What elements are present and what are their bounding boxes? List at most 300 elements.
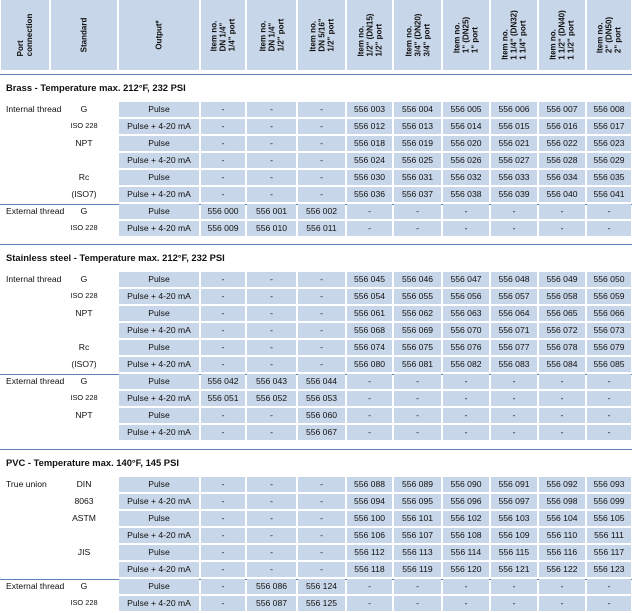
output-cell: Pulse + 4-20 mA — [119, 528, 199, 543]
item-number-cell: - — [247, 562, 296, 577]
port-connection-label: Internal thread — [6, 274, 62, 284]
item-number-cell: 556 026 — [443, 153, 489, 168]
item-number-cell: - — [539, 221, 585, 236]
standard-label: (ISO7) — [71, 359, 97, 369]
item-number-cell: - — [201, 511, 245, 526]
item-number-cell: 556 005 — [443, 102, 489, 117]
item-number-cell: 556 023 — [587, 136, 631, 151]
item-number-cell: 556 030 — [347, 170, 392, 185]
item-number-cell: - — [247, 357, 296, 372]
item-number-cell: - — [247, 494, 296, 509]
item-number-cell: - — [298, 511, 345, 526]
header-cell — [539, 0, 585, 70]
item-number-cell: - — [394, 374, 441, 389]
item-number-cell: 556 024 — [347, 153, 392, 168]
item-number-cell: 556 070 — [443, 323, 489, 338]
item-number-cell: 556 073 — [587, 323, 631, 338]
item-number-cell: 556 050 — [587, 272, 631, 287]
standard-label: G — [80, 206, 88, 216]
item-number-cell: - — [201, 357, 245, 372]
item-number-cell: 556 115 — [491, 545, 537, 560]
section-divider — [0, 74, 632, 75]
item-number-cell: - — [298, 136, 345, 151]
item-number-cell: 556 078 — [539, 340, 585, 355]
item-number-cell: 556 029 — [587, 153, 631, 168]
port-connection-label: External thread — [6, 376, 65, 386]
item-number-cell: 556 047 — [443, 272, 489, 287]
output-cell: Pulse + 4-20 mA — [119, 221, 199, 236]
item-number-cell: - — [247, 545, 296, 560]
header-label: Item no. 3/4" (DN20) 3/4" port — [404, 13, 431, 57]
item-number-cell: - — [247, 187, 296, 202]
item-number-cell: 556 048 — [491, 272, 537, 287]
item-number-cell: 556 008 — [587, 102, 631, 117]
header-cell — [1, 0, 49, 70]
item-number-cell: 556 080 — [347, 357, 392, 372]
item-number-cell: 556 000 — [201, 204, 245, 219]
header-label: Output* — [154, 20, 164, 50]
port-connection-label: External thread — [6, 206, 65, 216]
section-divider — [0, 244, 632, 245]
item-number-cell: 556 020 — [443, 136, 489, 151]
standard-label: NPT — [75, 138, 93, 148]
item-number-cell: 556 011 — [298, 221, 345, 236]
item-number-cell: - — [247, 272, 296, 287]
standard-label: DIN — [76, 479, 92, 489]
item-number-cell: - — [347, 221, 392, 236]
item-number-cell: - — [587, 221, 631, 236]
item-number-cell: 556 053 — [298, 391, 345, 406]
item-number-cell: 556 066 — [587, 306, 631, 321]
item-number-cell: 556 068 — [347, 323, 392, 338]
item-number-cell: - — [491, 596, 537, 611]
item-number-cell: - — [539, 391, 585, 406]
item-number-cell: 556 012 — [347, 119, 392, 134]
item-number-cell: - — [201, 545, 245, 560]
item-number-cell: 556 062 — [394, 306, 441, 321]
item-number-cell: 556 041 — [587, 187, 631, 202]
item-number-cell: 556 117 — [587, 545, 631, 560]
item-number-cell: 556 042 — [201, 374, 245, 389]
header-label: Standard — [79, 17, 89, 53]
item-number-cell: 556 108 — [443, 528, 489, 543]
item-number-cell: 556 027 — [491, 153, 537, 168]
item-number-cell: 556 022 — [539, 136, 585, 151]
item-number-cell: 556 081 — [394, 357, 441, 372]
item-number-cell: - — [587, 374, 631, 389]
item-number-cell: 556 046 — [394, 272, 441, 287]
item-number-cell: - — [201, 579, 245, 594]
standard-label: JIS — [77, 547, 91, 557]
header-cell — [347, 0, 392, 70]
header-label: Item no. DN 1/4" 1/4" port — [209, 18, 237, 52]
item-number-cell: 556 051 — [201, 391, 245, 406]
item-number-cell: 556 033 — [491, 170, 537, 185]
item-number-cell: - — [587, 579, 631, 594]
item-number-cell: - — [491, 374, 537, 389]
item-number-cell: 556 054 — [347, 289, 392, 304]
item-number-cell: - — [587, 408, 631, 423]
item-number-cell: - — [394, 596, 441, 611]
header-cell — [587, 0, 631, 70]
item-number-cell: 556 082 — [443, 357, 489, 372]
output-cell: Pulse + 4-20 mA — [119, 562, 199, 577]
item-number-cell: 556 113 — [394, 545, 441, 560]
output-cell: Pulse — [119, 477, 199, 492]
item-number-cell: 556 095 — [394, 494, 441, 509]
standard-label: Rc — [78, 172, 90, 182]
item-number-cell: 556 061 — [347, 306, 392, 321]
standard-label: ISO 228 — [70, 393, 98, 402]
item-number-cell: - — [298, 562, 345, 577]
standard-label: G — [80, 274, 88, 284]
item-number-cell: 556 077 — [491, 340, 537, 355]
standard-label: G — [80, 581, 88, 591]
item-number-cell: - — [201, 272, 245, 287]
header-label: Item no. 1 1/4" (DN32) 1 1/4" port — [500, 10, 528, 60]
item-number-cell: - — [201, 306, 245, 321]
item-number-cell: - — [247, 323, 296, 338]
item-number-cell: 556 087 — [247, 596, 296, 611]
output-cell: Pulse — [119, 204, 199, 219]
item-number-cell: - — [539, 425, 585, 440]
item-number-cell: - — [298, 340, 345, 355]
item-number-cell: - — [443, 596, 489, 611]
item-number-cell: 556 103 — [491, 511, 537, 526]
item-number-cell: - — [247, 340, 296, 355]
header-label: Port connection — [16, 13, 34, 57]
item-number-cell: 556 069 — [394, 323, 441, 338]
item-number-cell: - — [201, 596, 245, 611]
header-label: Item no. 1" (DN25) 1" port — [452, 16, 480, 54]
item-number-cell: - — [201, 494, 245, 509]
item-number-cell: 556 059 — [587, 289, 631, 304]
standard-label: (ISO7) — [71, 189, 97, 199]
item-number-cell: - — [443, 374, 489, 389]
section-divider — [0, 449, 632, 450]
item-number-cell: - — [201, 562, 245, 577]
item-number-cell: 556 025 — [394, 153, 441, 168]
item-number-cell: 556 060 — [298, 408, 345, 423]
item-number-cell: 556 032 — [443, 170, 489, 185]
port-connection-label: True union — [6, 479, 47, 489]
standard-label: Rc — [78, 342, 90, 352]
item-number-cell: - — [394, 425, 441, 440]
item-number-cell: 556 036 — [347, 187, 392, 202]
standard-label: ISO 228 — [70, 598, 98, 607]
item-number-cell: 556 014 — [443, 119, 489, 134]
item-number-cell: - — [347, 596, 392, 611]
item-number-cell: 556 055 — [394, 289, 441, 304]
item-number-cell: 556 040 — [539, 187, 585, 202]
item-number-cell: 556 089 — [394, 477, 441, 492]
item-number-cell: 556 052 — [247, 391, 296, 406]
item-number-cell: 556 013 — [394, 119, 441, 134]
standard-label: NPT — [75, 410, 93, 420]
item-number-cell: 556 104 — [539, 511, 585, 526]
item-number-cell: - — [247, 119, 296, 134]
item-number-cell: - — [298, 477, 345, 492]
header-label: Item no. 1 1/2" (DN40) 1 1/2" port — [548, 10, 576, 60]
item-number-cell: - — [298, 102, 345, 117]
item-number-cell: 556 074 — [347, 340, 392, 355]
item-number-cell: 556 064 — [491, 306, 537, 321]
item-number-cell: - — [443, 204, 489, 219]
item-number-cell: - — [298, 494, 345, 509]
item-number-cell: - — [247, 477, 296, 492]
output-cell: Pulse + 4-20 mA — [119, 357, 199, 372]
item-number-cell: - — [587, 204, 631, 219]
item-number-cell: - — [247, 102, 296, 117]
item-number-cell: 556 106 — [347, 528, 392, 543]
item-number-cell: - — [201, 340, 245, 355]
item-number-cell: - — [587, 425, 631, 440]
output-cell: Pulse — [119, 374, 199, 389]
item-number-cell: - — [394, 408, 441, 423]
item-number-cell: 556 016 — [539, 119, 585, 134]
item-number-cell: - — [298, 323, 345, 338]
item-number-cell: 556 021 — [491, 136, 537, 151]
port-connection-label: Internal thread — [6, 104, 62, 114]
section-title: PVC - Temperature max. 140°F, 145 PSI — [6, 457, 179, 468]
item-number-cell: - — [201, 528, 245, 543]
item-number-cell: 556 071 — [491, 323, 537, 338]
item-number-cell: 556 116 — [539, 545, 585, 560]
item-number-cell: 556 034 — [539, 170, 585, 185]
header-cell — [201, 0, 245, 70]
item-number-cell: 556 114 — [443, 545, 489, 560]
item-number-cell: - — [539, 596, 585, 611]
item-number-cell: - — [491, 425, 537, 440]
item-number-cell: - — [201, 119, 245, 134]
output-cell: Pulse — [119, 579, 199, 594]
section-title: Brass - Temperature max. 212°F, 232 PSI — [6, 82, 186, 93]
item-number-cell: 556 102 — [443, 511, 489, 526]
port-connection-label: External thread — [6, 581, 65, 591]
item-number-cell: - — [347, 374, 392, 389]
header-label: Item no. DN 1/4" 1/2" port — [258, 18, 285, 52]
item-number-cell: - — [201, 136, 245, 151]
header-cell — [394, 0, 441, 70]
standard-label: ASTM — [72, 513, 96, 523]
header-cell — [491, 0, 537, 70]
item-number-cell: 556 118 — [347, 562, 392, 577]
item-number-cell: 556 035 — [587, 170, 631, 185]
output-cell: Pulse — [119, 306, 199, 321]
item-number-cell: 556 056 — [443, 289, 489, 304]
item-number-cell: 556 112 — [347, 545, 392, 560]
item-number-cell: - — [247, 511, 296, 526]
item-number-cell: - — [347, 204, 392, 219]
item-number-cell: - — [247, 306, 296, 321]
item-number-cell: - — [298, 528, 345, 543]
item-number-cell: 556 007 — [539, 102, 585, 117]
item-number-cell: 556 124 — [298, 579, 345, 594]
standard-label: G — [80, 104, 88, 114]
output-cell: Pulse — [119, 136, 199, 151]
item-number-cell: - — [201, 170, 245, 185]
item-number-cell: - — [443, 579, 489, 594]
output-cell: Pulse — [119, 545, 199, 560]
item-number-cell: 556 092 — [539, 477, 585, 492]
item-number-cell: - — [247, 136, 296, 151]
item-number-cell: 556 121 — [491, 562, 537, 577]
output-cell: Pulse + 4-20 mA — [119, 187, 199, 202]
item-number-cell: 556 019 — [394, 136, 441, 151]
item-number-cell: - — [539, 374, 585, 389]
header-cell — [443, 0, 489, 70]
item-number-cell: - — [298, 187, 345, 202]
header-cell — [247, 0, 296, 70]
item-number-cell: - — [539, 204, 585, 219]
item-number-cell: - — [443, 425, 489, 440]
item-number-cell: 556 058 — [539, 289, 585, 304]
item-number-cell: 556 099 — [587, 494, 631, 509]
item-number-cell: 556 063 — [443, 306, 489, 321]
item-number-cell: - — [491, 204, 537, 219]
output-cell: Pulse — [119, 408, 199, 423]
item-number-cell: - — [587, 391, 631, 406]
item-number-cell: 556 091 — [491, 477, 537, 492]
item-number-cell: 556 065 — [539, 306, 585, 321]
output-cell: Pulse + 4-20 mA — [119, 425, 199, 440]
item-number-cell: 556 123 — [587, 562, 631, 577]
item-number-cell: 556 038 — [443, 187, 489, 202]
item-number-cell: 556 109 — [491, 528, 537, 543]
item-number-cell: - — [298, 306, 345, 321]
item-number-cell: - — [298, 545, 345, 560]
item-number-cell: - — [201, 425, 245, 440]
item-number-cell: 556 044 — [298, 374, 345, 389]
item-number-cell: - — [491, 221, 537, 236]
output-cell: Pulse + 4-20 mA — [119, 289, 199, 304]
item-number-cell: 556 010 — [247, 221, 296, 236]
item-number-cell: 556 001 — [247, 204, 296, 219]
output-cell: Pulse + 4-20 mA — [119, 153, 199, 168]
item-number-cell: 556 079 — [587, 340, 631, 355]
standard-label: G — [80, 376, 88, 386]
item-number-cell: 556 017 — [587, 119, 631, 134]
item-number-cell: - — [347, 579, 392, 594]
standard-label: NPT — [75, 308, 93, 318]
item-number-cell: - — [443, 221, 489, 236]
item-number-cell: 556 075 — [394, 340, 441, 355]
output-cell: Pulse — [119, 272, 199, 287]
item-number-cell: 556 006 — [491, 102, 537, 117]
header-label: Item no. 2" (DN50) 2" port — [595, 16, 623, 54]
item-number-cell: - — [201, 408, 245, 423]
item-number-cell: 556 037 — [394, 187, 441, 202]
item-number-cell: 556 028 — [539, 153, 585, 168]
item-number-cell: - — [298, 357, 345, 372]
item-number-cell: - — [443, 408, 489, 423]
item-number-cell: 556 004 — [394, 102, 441, 117]
item-number-cell: 556 090 — [443, 477, 489, 492]
item-number-cell: 556 088 — [347, 477, 392, 492]
item-number-cell: - — [201, 153, 245, 168]
item-number-cell: - — [201, 187, 245, 202]
output-cell: Pulse + 4-20 mA — [119, 119, 199, 134]
standard-label: ISO 228 — [70, 291, 98, 300]
item-number-cell: - — [298, 289, 345, 304]
output-cell: Pulse — [119, 102, 199, 117]
item-number-cell: 556 057 — [491, 289, 537, 304]
header-label: Item no. DN 5/16" 1/2" port — [308, 18, 335, 52]
item-number-cell: - — [539, 408, 585, 423]
item-number-cell: 556 043 — [247, 374, 296, 389]
header-cell — [119, 0, 199, 70]
item-number-cell: 556 003 — [347, 102, 392, 117]
item-number-cell: 556 002 — [298, 204, 345, 219]
item-number-cell: 556 083 — [491, 357, 537, 372]
item-number-cell: 556 111 — [587, 528, 631, 543]
item-number-cell: - — [539, 579, 585, 594]
item-number-cell: 556 085 — [587, 357, 631, 372]
header-cell — [51, 0, 117, 70]
item-number-cell: - — [247, 425, 296, 440]
item-number-cell: - — [298, 272, 345, 287]
item-number-cell: - — [394, 579, 441, 594]
item-number-cell: 556 049 — [539, 272, 585, 287]
item-number-cell: - — [247, 170, 296, 185]
item-number-cell: 556 094 — [347, 494, 392, 509]
item-number-cell: - — [201, 323, 245, 338]
item-number-cell: 556 122 — [539, 562, 585, 577]
item-number-cell: 556 018 — [347, 136, 392, 151]
output-cell: Pulse + 4-20 mA — [119, 596, 199, 611]
item-number-cell: - — [298, 170, 345, 185]
standard-label: ISO 228 — [70, 223, 98, 232]
item-number-cell: 556 045 — [347, 272, 392, 287]
item-number-cell: - — [201, 102, 245, 117]
item-number-cell: 556 110 — [539, 528, 585, 543]
item-number-cell: 556 120 — [443, 562, 489, 577]
standard-label: 8063 — [74, 496, 94, 506]
output-cell: Pulse — [119, 340, 199, 355]
item-number-cell: 556 072 — [539, 323, 585, 338]
item-number-cell: 556 107 — [394, 528, 441, 543]
item-number-cell: 556 097 — [491, 494, 537, 509]
section-title: Stainless steel - Temperature max. 212°F, 232 PSI — [6, 252, 225, 263]
output-cell: Pulse + 4-20 mA — [119, 323, 199, 338]
item-number-cell: - — [201, 289, 245, 304]
item-number-cell: - — [298, 153, 345, 168]
item-number-cell: 556 076 — [443, 340, 489, 355]
output-cell: Pulse + 4-20 mA — [119, 391, 199, 406]
item-number-cell: 556 119 — [394, 562, 441, 577]
item-number-cell: - — [247, 289, 296, 304]
item-number-cell: 556 125 — [298, 596, 345, 611]
item-number-cell: 556 031 — [394, 170, 441, 185]
item-number-cell: 556 100 — [347, 511, 392, 526]
item-number-cell: - — [347, 425, 392, 440]
item-number-cell: - — [247, 408, 296, 423]
item-number-cell: - — [247, 153, 296, 168]
item-number-cell: - — [347, 391, 392, 406]
item-number-cell: 556 015 — [491, 119, 537, 134]
output-cell: Pulse — [119, 170, 199, 185]
item-number-cell: - — [394, 221, 441, 236]
output-cell: Pulse + 4-20 mA — [119, 494, 199, 509]
standard-label: ISO 228 — [70, 121, 98, 130]
header-cell — [298, 0, 345, 70]
item-number-cell: 556 101 — [394, 511, 441, 526]
item-number-cell: - — [201, 477, 245, 492]
item-number-cell: - — [587, 596, 631, 611]
item-number-cell: - — [443, 391, 489, 406]
item-number-cell: 556 096 — [443, 494, 489, 509]
item-number-cell: - — [347, 408, 392, 423]
